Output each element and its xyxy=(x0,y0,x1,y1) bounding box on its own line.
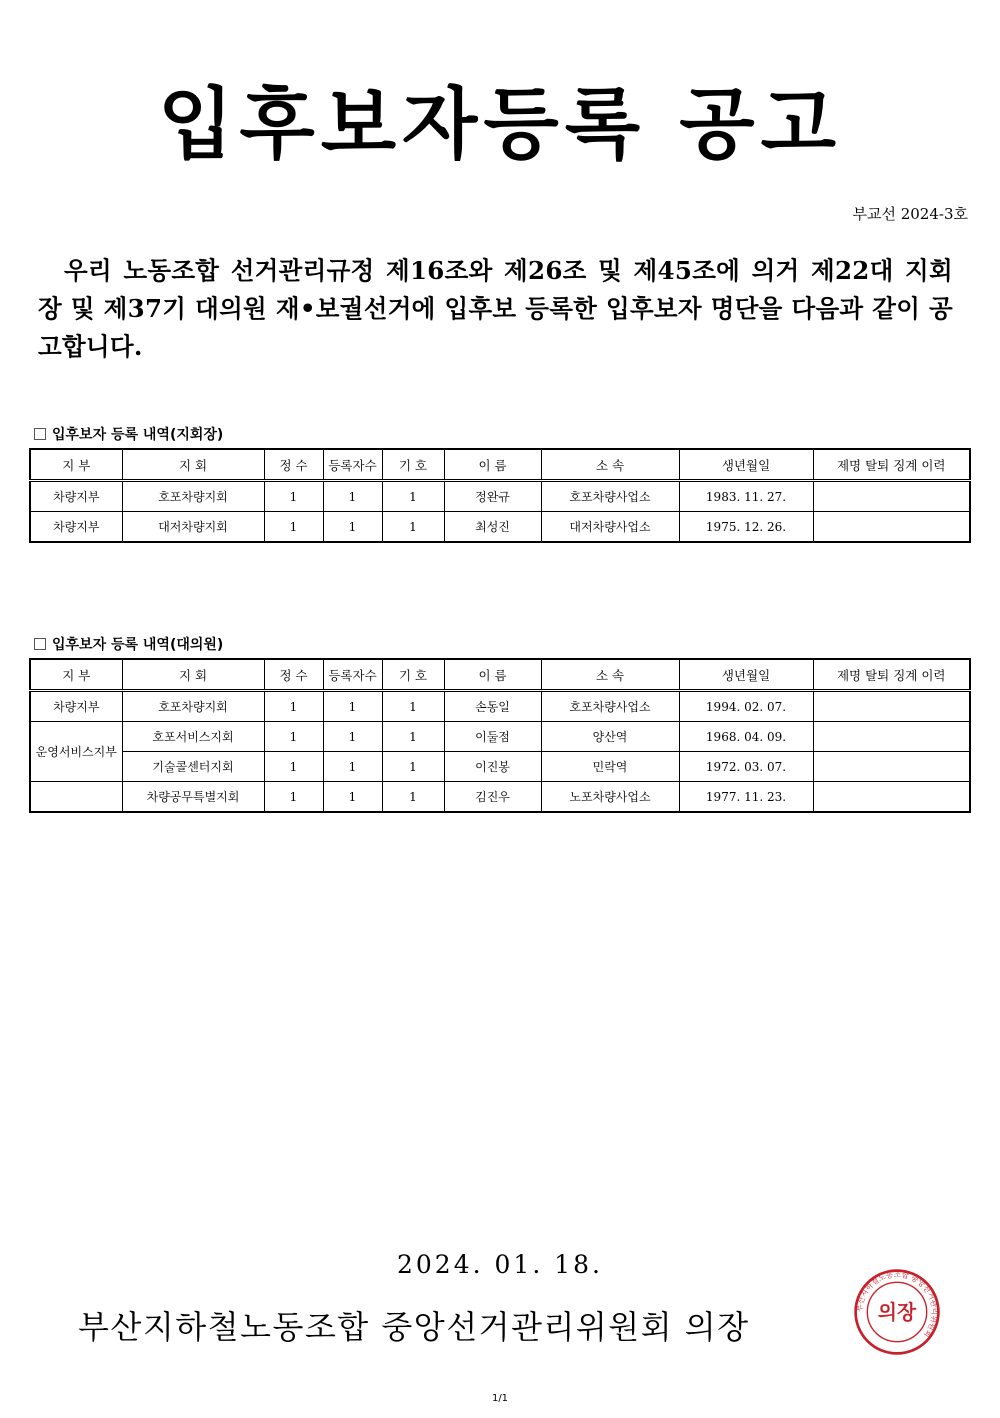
cell-discipline xyxy=(813,481,970,512)
col-discipline: 제명 탈퇴 징계 이력 xyxy=(813,449,970,481)
cell-registered: 1 xyxy=(323,752,382,782)
roster-table-chapter-head xyxy=(29,448,971,543)
seal-center-text: 의장 xyxy=(877,1301,917,1325)
col-birthdate: 생년월일 xyxy=(679,659,813,691)
cell-name: 김진우 xyxy=(444,782,541,813)
cell-number: 1 xyxy=(382,752,444,782)
cell-discipline xyxy=(813,691,970,722)
cell-name: 이진봉 xyxy=(444,752,541,782)
cell-registered: 1 xyxy=(323,782,382,813)
cell-registered: 1 xyxy=(323,722,382,752)
cell-chapter: 대저차량지회 xyxy=(122,512,264,543)
cell-registered: 1 xyxy=(323,481,382,512)
official-seal-icon xyxy=(852,1267,942,1357)
section-title-delegate xyxy=(34,634,223,654)
col-affiliation: 소 속 xyxy=(541,449,679,481)
page-number: 1/1 xyxy=(491,1393,509,1404)
cell-quota: 1 xyxy=(264,782,323,813)
col-name: 이 름 xyxy=(444,449,541,481)
cell-quota: 1 xyxy=(264,512,323,543)
cell-affiliation: 대저차량사업소 xyxy=(541,512,679,543)
cell-quota: 1 xyxy=(264,481,323,512)
cell-birthdate: 1975. 12. 26. xyxy=(679,512,813,543)
checkbox-square-icon xyxy=(34,428,46,440)
cell-registered: 1 xyxy=(323,512,382,543)
col-birthdate: 생년월일 xyxy=(679,449,813,481)
cell-affiliation: 호포차량사업소 xyxy=(541,691,679,722)
announcement-body: 우리 노동조합 선거관리규정 제16조와 제26조 및 제45조에 의거 제22대 지회장 및 제37기 대의원 재•보궐선거에 입후보 등록한 입후보자 명단을 다음과 같이 공고합니다. xyxy=(38,256,953,361)
cell-birthdate: 1977. 11. 23. xyxy=(679,782,813,813)
cell-name: 이둘점 xyxy=(444,722,541,752)
table-header-row xyxy=(30,659,970,691)
signer-title: 부산지하철노동조합 중앙선거관리위원회 의장 xyxy=(78,1308,750,1346)
announcement-date: 2024. 01. 18. xyxy=(397,1250,603,1279)
cell-birthdate: 1972. 03. 07. xyxy=(679,752,813,782)
col-registered: 등록자수 xyxy=(323,449,382,481)
cell-discipline xyxy=(813,722,970,752)
cell-branch-merged: 운영서비스지부 xyxy=(30,722,122,782)
col-quota: 정 수 xyxy=(264,659,323,691)
col-branch: 지 부 xyxy=(30,449,122,481)
cell-quota: 1 xyxy=(264,691,323,722)
cell-discipline xyxy=(813,512,970,543)
cell-affiliation: 양산역 xyxy=(541,722,679,752)
section-title-chapter-head xyxy=(34,424,223,444)
document-number: 부교선 2024-3호 xyxy=(852,205,968,223)
table-header-row xyxy=(30,449,970,481)
cell-chapter: 호포차량지회 xyxy=(122,481,264,512)
table-row xyxy=(30,481,970,512)
cell-discipline xyxy=(813,752,970,782)
cell-number: 1 xyxy=(382,691,444,722)
cell-number: 1 xyxy=(382,782,444,813)
cell-chapter: 호포차량지회 xyxy=(122,691,264,722)
col-name: 이 름 xyxy=(444,659,541,691)
table-row xyxy=(30,782,970,813)
cell-branch xyxy=(30,782,122,813)
section-title-text: 입후보자 등록 내역(대의원) xyxy=(52,637,224,653)
cell-branch: 차량지부 xyxy=(30,481,122,512)
cell-quota: 1 xyxy=(264,722,323,752)
checkbox-square-icon xyxy=(34,638,46,650)
col-quota: 정 수 xyxy=(264,449,323,481)
cell-name: 최성진 xyxy=(444,512,541,543)
cell-birthdate: 1994. 02. 07. xyxy=(679,691,813,722)
cell-number: 1 xyxy=(382,722,444,752)
roster-table-delegate xyxy=(29,658,971,813)
table-row xyxy=(30,722,970,752)
cell-quota: 1 xyxy=(264,752,323,782)
table-row xyxy=(30,691,970,722)
col-discipline: 제명 탈퇴 징계 이력 xyxy=(813,659,970,691)
cell-affiliation: 노포차량사업소 xyxy=(541,782,679,813)
page-title: 입후보자등록 공고 xyxy=(158,80,842,170)
cell-registered: 1 xyxy=(323,691,382,722)
col-affiliation: 소 속 xyxy=(541,659,679,691)
col-number: 기 호 xyxy=(382,449,444,481)
cell-birthdate: 1968. 04. 09. xyxy=(679,722,813,752)
col-chapter: 지 회 xyxy=(122,659,264,691)
cell-affiliation: 민락역 xyxy=(541,752,679,782)
cell-affiliation: 호포차량사업소 xyxy=(541,481,679,512)
cell-chapter: 차량공무특별지회 xyxy=(122,782,264,813)
col-chapter: 지 회 xyxy=(122,449,264,481)
table-row xyxy=(30,752,970,782)
cell-chapter: 호포서비스지회 xyxy=(122,722,264,752)
table-row xyxy=(30,512,970,543)
cell-branch: 차량지부 xyxy=(30,691,122,722)
cell-name: 손동일 xyxy=(444,691,541,722)
cell-branch: 차량지부 xyxy=(30,512,122,543)
cell-name: 정완규 xyxy=(444,481,541,512)
cell-chapter: 기술콜센터지회 xyxy=(122,752,264,782)
col-number: 기 호 xyxy=(382,659,444,691)
cell-number: 1 xyxy=(382,481,444,512)
cell-number: 1 xyxy=(382,512,444,543)
section-title-text: 입후보자 등록 내역(지회장) xyxy=(52,427,224,443)
col-branch: 지 부 xyxy=(30,659,122,691)
cell-discipline xyxy=(813,782,970,813)
col-registered: 등록자수 xyxy=(323,659,382,691)
seal-ring-text: 부산지하철노동조합 중앙선거관리위원회 xyxy=(854,1269,940,1340)
cell-birthdate: 1983. 11. 27. xyxy=(679,481,813,512)
